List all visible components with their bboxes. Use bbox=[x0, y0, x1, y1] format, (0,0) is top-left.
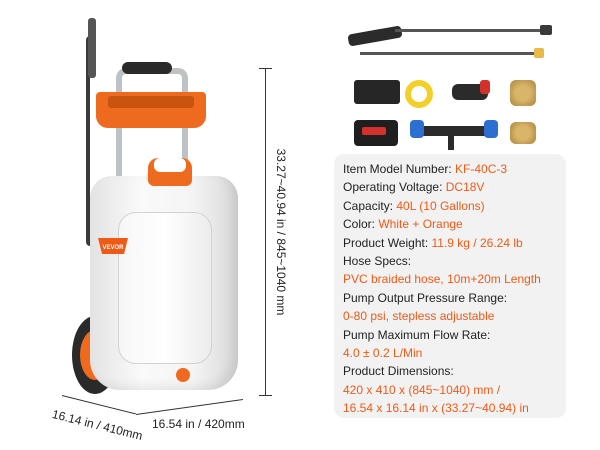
height-dimension-label: 33.27~40.94 in / 845~1040 mm bbox=[274, 148, 288, 316]
spec-color-label: Color: bbox=[343, 217, 379, 232]
spec-pressure-value: 0-80 psi, stepless adjustable bbox=[343, 309, 495, 324]
spec-flow-label: Pump Maximum Flow Rate: bbox=[343, 327, 491, 342]
brass-nozzle-icon bbox=[510, 80, 536, 106]
double-nozzle-cap-right-icon bbox=[484, 120, 498, 138]
svg-text:VEVOR: VEVOR bbox=[102, 245, 124, 251]
wand-nozzle-icon bbox=[540, 25, 552, 35]
spec-dims-line1: 420 x 410 x (845~1040) mm / bbox=[343, 382, 501, 397]
battery-label-icon bbox=[362, 127, 386, 135]
accessory-basket-inner bbox=[108, 96, 194, 108]
spray-wand bbox=[88, 18, 96, 78]
spec-model bbox=[343, 160, 563, 178]
spec-voltage bbox=[343, 178, 563, 196]
width-dimension-label: 16.54 in / 420mm bbox=[152, 417, 245, 431]
height-dimension-line bbox=[265, 68, 266, 396]
height-dimension-cap-top bbox=[259, 68, 272, 69]
elbow-nozzle-cap-icon bbox=[480, 80, 490, 94]
depth-dimension-label: 16.14 in / 410mm bbox=[50, 407, 144, 444]
brass-fitting-icon bbox=[510, 122, 536, 144]
double-nozzle-stem-icon bbox=[448, 134, 454, 150]
tank-panel bbox=[118, 212, 212, 364]
spec-voltage-value: DC18V bbox=[445, 180, 485, 195]
spec-color-value: White + Orange bbox=[378, 217, 463, 232]
spec-capacity-label: Capacity: bbox=[343, 198, 397, 213]
spec-pressure-label: Pump Output Pressure Range: bbox=[343, 290, 508, 305]
spec-list bbox=[343, 160, 563, 418]
spec-weight bbox=[343, 234, 563, 252]
spray-wand-icon bbox=[395, 29, 545, 32]
spec-flow-value: 4.0 ± 0.2 L/Min bbox=[343, 346, 423, 361]
spec-model-label: Item Model Number: bbox=[343, 162, 456, 176]
tank-cap-handle bbox=[154, 158, 186, 172]
extension-nozzle-icon bbox=[534, 48, 544, 58]
width-dimension-line bbox=[136, 399, 243, 415]
spec-color bbox=[343, 215, 563, 233]
charger-icon bbox=[354, 80, 400, 104]
spec-capacity-value: 40L (10 Gallons) bbox=[396, 198, 485, 213]
spec-dims-label: Product Dimensions: bbox=[343, 364, 454, 379]
spec-model-value: KF-40C-3 bbox=[455, 162, 508, 176]
spec-dims-line2: 16.54 x 16.14 in x (33.27~40.94) in bbox=[343, 401, 529, 416]
spec-hose-label: Hose Specs: bbox=[343, 254, 412, 269]
spec-weight-label: Product Weight: bbox=[343, 235, 432, 250]
sealing-tape-icon bbox=[405, 80, 433, 108]
spec-capacity bbox=[343, 197, 563, 215]
extension-wand-icon bbox=[360, 52, 538, 55]
drain-plug bbox=[176, 368, 190, 382]
brand-logo bbox=[98, 238, 128, 254]
spec-weight-value: 11.9 kg / 26.24 lb bbox=[431, 235, 523, 250]
spec-voltage-label: Operating Voltage: bbox=[343, 180, 446, 195]
height-dimension-cap-bottom bbox=[259, 395, 272, 396]
spec-hose-value: PVC braided hose, 10m+20m Length bbox=[343, 272, 541, 287]
trolley-handle-grip bbox=[122, 62, 172, 74]
double-nozzle-cap-left-icon bbox=[410, 120, 424, 138]
